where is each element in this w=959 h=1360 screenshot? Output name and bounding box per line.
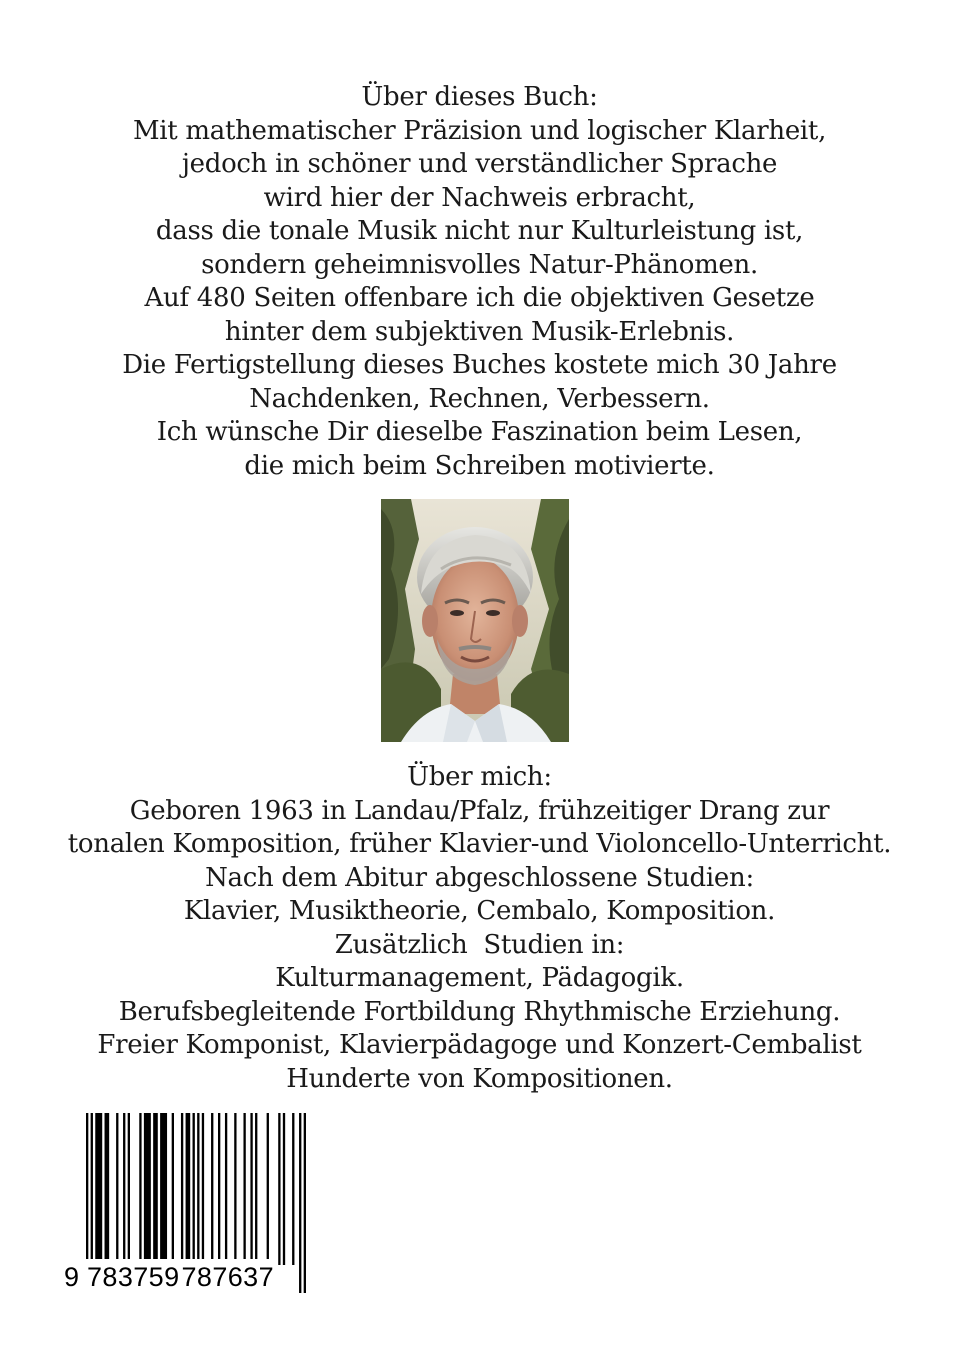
about-book-line: wird hier der Nachweis erbracht, [263,182,696,213]
about-book-line: Nachdenken, Rechnen, Verbessern. [249,383,710,414]
barcode-lead-digit: 9 [64,1262,80,1292]
barcode-bar [225,1113,227,1265]
about-me-line: Klavier, Musiktheorie, Cembalo, Komposition. [183,896,776,926]
barcode-bar [267,1113,269,1265]
about-book-line: jedoch in schöner und verständlicher Sprache [181,149,778,179]
about-me-line: Kulturmanagement, Pädagogik. [275,963,684,993]
about-book-line: dass die tonale Musik nicht nur Kulturleistung ist, [155,216,804,246]
barcode-bar [250,1113,252,1265]
barcode-bar [255,1113,257,1265]
about-book-line: die mich beim Schreiben motivierte. [244,450,715,481]
barcode-bar [186,1113,191,1265]
barcode-bar [153,1113,158,1265]
barcode-bar [116,1113,118,1265]
barcode-right-group: 787637 [181,1259,276,1295]
about-book-line: sondern geheimnisvolles Natur-Phänomen. [201,249,758,280]
barcode-bar [105,1113,110,1265]
barcode-bar [172,1113,174,1265]
barcode-bar [202,1113,204,1265]
barcode-bar [95,1113,102,1265]
about-me-line: Berufsbegleitende Fortbildung Rhythmische Erziehung. [118,996,841,1027]
barcode-bar [211,1113,213,1265]
about-book-heading: Über dieses Buch: [361,82,598,112]
about-book-line: Mit mathematischer Präzision und logischer Klarheit, [132,115,827,146]
barcode-bar [123,1113,125,1265]
about-book-line: Ich wünsche Dir dieselbe Faszination beim Lesen, [156,417,803,447]
about-me-line: Nach dem Abitur abgeschlossene Studien: [205,862,754,893]
isbn-barcode [64,1113,306,1295]
barcode-digits [64,1259,275,1295]
barcode-bar [218,1113,220,1265]
about-me-section [0,761,959,1096]
barcode-bar [283,1113,285,1265]
about-book-section [0,81,959,483]
barcode-bar [144,1113,151,1265]
barcode-bar [234,1113,236,1265]
barcode-left-group: 783759 [86,1259,181,1295]
barcode-bar [139,1113,141,1265]
barcode-bar [299,1113,301,1293]
barcode-bar [292,1113,294,1265]
barcode-bar [304,1113,306,1293]
about-book-line: Die Fertigstellung dieses Buches kostete mich 30 Jahre [122,350,837,380]
about-book-line: hinter dem subjektiven Musik-Erlebnis. [224,316,735,347]
about-me-line: Geboren 1963 in Landau/Pfalz, frühzeitiger Drang zur [129,795,830,826]
barcode-bar [128,1113,130,1265]
about-me-line: Zusätzlich Studien in: [334,929,625,960]
barcode-bar [243,1113,245,1265]
about-book-line: Auf 480 Seiten offenbare ich die objektiven Gesetze [144,283,815,313]
author-portrait-photo [381,499,569,742]
barcode-bar [181,1113,183,1265]
about-me-line: tonalen Komposition, früher Klavier-und Violoncello-Unterricht. [67,829,892,859]
barcode-bar [278,1113,280,1265]
barcode-bar [160,1113,167,1265]
about-me-line: Hunderte von Kompositionen. [286,1063,673,1094]
about-me-line: Freier Komponist, Klavierpädagoge und Konzert-Cembalist [97,1030,862,1060]
about-me-heading: Über mich: [407,762,552,792]
